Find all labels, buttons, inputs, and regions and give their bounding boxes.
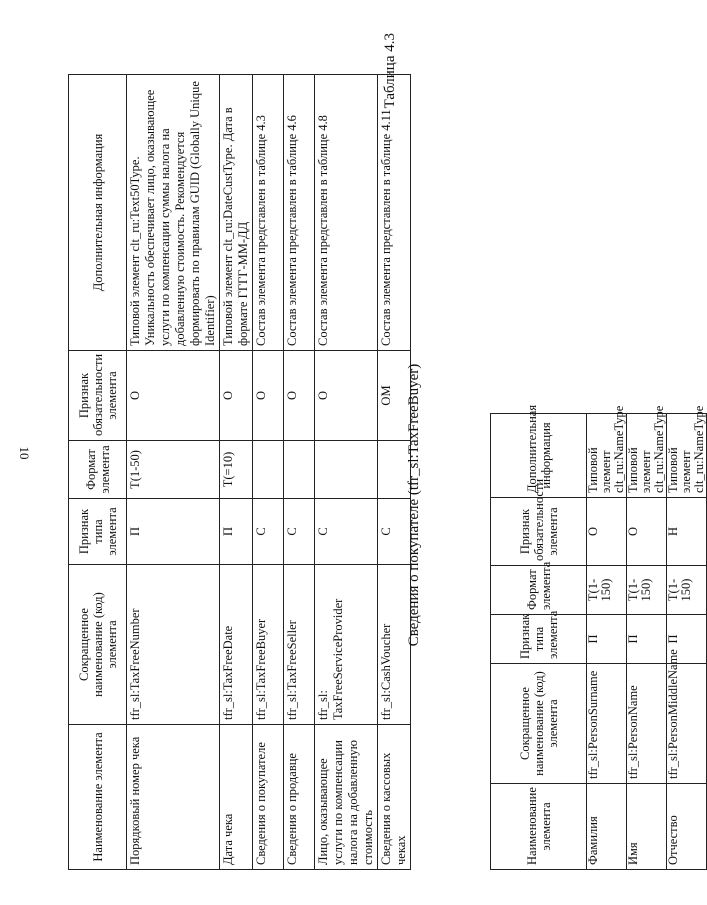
table-cell [284,441,315,499]
header-cell: Признак типа элемента [491,615,587,664]
table-cell: tfr_sl: TaxFreeServiceProvider [315,565,378,725]
table-label: Таблица 4.3 [382,33,398,109]
table-cell: С [315,499,378,565]
section-heading: Сведения о покупателе (tfr_sl:TaxFreeBuyer) [406,363,422,647]
table-row [253,75,284,870]
table-cell: tfr_sl:TaxFreeBuyer [253,565,284,725]
table-row [220,75,253,870]
header-cell: Дополнительная информация [491,414,587,498]
header-cell: Дополнительная информация [69,75,127,351]
elements-table [68,74,411,870]
table-cell: Фамилия [587,784,627,870]
table-cell: О [315,351,378,441]
table-cell: О [587,498,627,566]
table-row [587,414,627,870]
table-cell: П [667,615,707,664]
table-row [127,75,220,870]
table-cell: С [284,499,315,565]
table-cell: tfr_sl:TaxFreeDate [220,565,253,725]
table-cell: С [378,499,411,565]
table-cell: tfr_sl:PersonSurname [587,664,627,784]
table-cell: T(1-150) [627,566,667,615]
table-cell: Типовой элемент clt_ru:Text50Type. Уникальность обеспечивает лицо, оказывающее услуги по компенсации суммы налога на добавленную стоимость. Рекомендуется формировать по правилам GUID (Globally Unique Identifier) [127,75,220,351]
table-cell: Порядковый номер чека [127,725,220,870]
table-cell: T(1-150) [587,566,627,615]
header-cell: Сокращенное наименование (код) элемента [69,565,127,725]
table-cell: Типовой элемент clt_ru:DateCustType. Дата в формате ГГГГ-ММ-ДД [220,75,253,351]
table-cell: О [220,351,253,441]
table-cell: Сведения о кассовых чеках [378,725,411,870]
table-cell: Отчество [667,784,707,870]
table-cell: О [627,498,667,566]
table-cell: П [627,615,667,664]
table-header-row [491,414,587,870]
table-cell: О [127,351,220,441]
header-cell: Формат элемента [491,566,587,615]
table-cell: tfr_sl:CashVoucher [378,565,411,725]
table-row [315,75,378,870]
table-cell: tfr_sl:PersonName [627,664,667,784]
table-cell: П [220,499,253,565]
table-cell [315,441,378,499]
table-cell: tfr_sl:TaxFreeSeller [284,565,315,725]
header-cell: Сокращенное наименование (код) элемента [491,664,587,784]
table-cell: Лицо, оказывающее услуги по компенсации налога на добавленную стоимость [315,725,378,870]
buyer-table [490,404,707,870]
table-cell: О [284,351,315,441]
table-row [667,414,707,870]
table-cell: П [587,615,627,664]
table-cell: Типовой элемент clt_ru:NameType [627,414,667,498]
table-cell: О [253,351,284,441]
header-cell: Наименование элемента [69,725,127,870]
table-header-row [69,75,127,870]
table-cell: Сведения о продавце [284,725,315,870]
header-cell: Наименование элемента [491,784,587,870]
table-cell: Типовой элемент clt_ru:NameType [667,414,707,498]
page-number: 10 [17,446,32,460]
table-cell: Дата чека [220,725,253,870]
table-cell: Сведения о покупателе [253,725,284,870]
table-row [284,75,315,870]
table-cell: Состав элемента представлен в таблице 4.6 [284,75,315,351]
header-cell: Признак обязательности элемента [491,498,587,566]
table-cell: Н [667,498,707,566]
header-cell: Признак обязательности элемента [69,351,127,441]
header-cell: Признак типа элемента [69,499,127,565]
table-cell: tfr_sl:TaxFreeNumber [127,565,220,725]
table-cell: П [127,499,220,565]
table-cell: Типовой элемент clt_ru:NameType [587,414,627,498]
table-cell: Состав элемента представлен в таблице 4.8 [315,75,378,351]
table-cell: Состав элемента представлен в таблице 4.11 [378,75,411,351]
table-cell: T(=10) [220,441,253,499]
table-cell: tfr_sl:PersonMiddleName [667,664,707,784]
table-row [627,414,667,870]
table-cell: ОМ [378,351,411,441]
table-cell [253,441,284,499]
table-cell: T(1-50) [127,441,220,499]
table-cell: T(1-150) [667,566,707,615]
table-cell: С [253,499,284,565]
table-cell: Имя [627,784,667,870]
header-cell: Формат элемента [69,441,127,499]
table-cell: Состав элемента представлен в таблице 4.3 [253,75,284,351]
